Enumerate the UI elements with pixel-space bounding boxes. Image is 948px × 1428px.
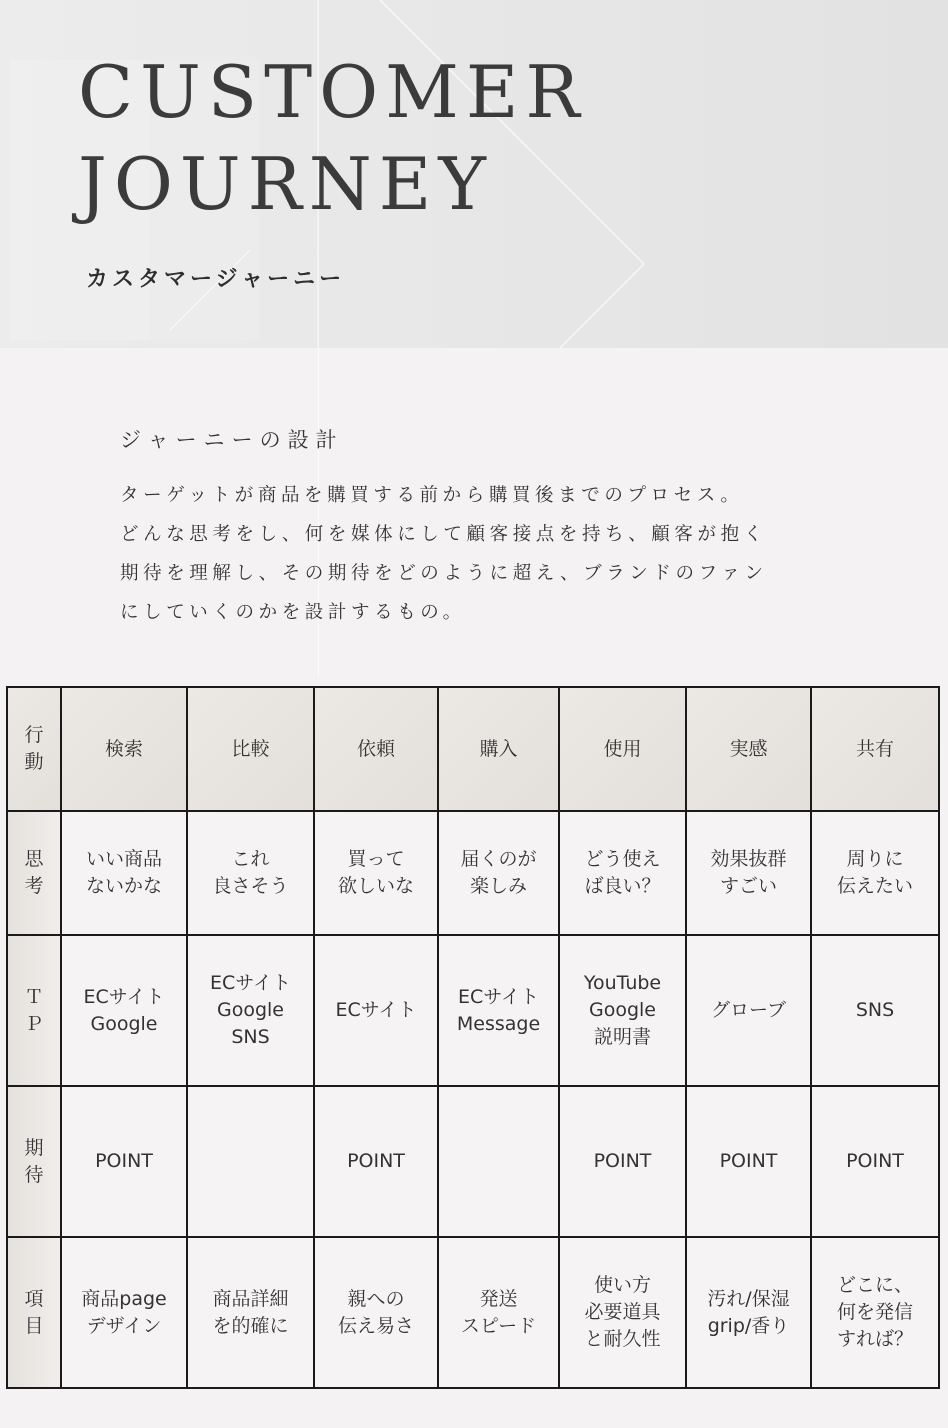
hero-banner — [0, 0, 948, 348]
cell-text: 購入 — [479, 737, 518, 760]
table-cell — [686, 1086, 811, 1237]
cell-text: 欲しいな — [337, 875, 414, 897]
table-cell — [314, 1086, 438, 1237]
cell-text: ば良い？ — [584, 875, 661, 897]
cell-text: どう使え — [584, 848, 661, 870]
table-cell — [438, 687, 559, 811]
table-cell — [811, 811, 939, 935]
cell-text: 依頼 — [356, 737, 395, 760]
cell-text: Google — [588, 999, 656, 1021]
cell-text: 伝え易さ — [337, 1314, 414, 1337]
cell-text: grip/香り — [707, 1314, 790, 1337]
cell-text: POINT — [719, 1150, 778, 1172]
cell-text: 効果抜群 — [710, 848, 787, 870]
table-cell — [559, 1237, 686, 1388]
cell-text: を的確に — [212, 1314, 289, 1337]
cell-text: SNS — [231, 1026, 270, 1048]
cell-text: 必要道具 — [584, 1301, 661, 1323]
cell-text: POINT — [347, 1150, 405, 1172]
table-cell — [314, 1237, 438, 1388]
cell-text: POINT — [95, 1150, 153, 1172]
row-header-label: 行動 — [24, 724, 44, 773]
cell-text: Google — [90, 1012, 158, 1035]
table-cell — [811, 935, 939, 1086]
table-cell — [686, 1237, 811, 1388]
table-cell — [559, 935, 686, 1086]
cell-text: SNS — [855, 999, 895, 1021]
table-row — [7, 1086, 939, 1237]
cell-text: 使用 — [603, 737, 642, 760]
cell-text: すごい — [719, 875, 777, 897]
table-row — [7, 935, 939, 1086]
section-heading: ジャーニーの設計 — [120, 428, 344, 452]
hero-title-line: JOURNEY — [78, 142, 493, 226]
hero-title — [78, 46, 587, 230]
journey-table — [6, 686, 940, 1389]
table-cell — [559, 1086, 686, 1237]
cell-text: すれば？ — [836, 1328, 913, 1350]
table-cell — [61, 1237, 187, 1388]
table-cell — [187, 1237, 314, 1388]
cell-text: デザイン — [86, 1314, 162, 1337]
table-cell — [438, 811, 559, 935]
cell-text: 発送 — [479, 1287, 518, 1310]
intro-line: にしていくのかを設計するもの。 — [120, 602, 466, 623]
intro-line: ターゲットが商品を購買する前から購買後までのプロセス。 — [120, 485, 744, 506]
cell-text: 何を発信 — [836, 1301, 913, 1323]
cell-text: ECサイト — [335, 999, 417, 1021]
cell-text: ないかな — [85, 875, 162, 897]
cell-text: ECサイト — [210, 972, 291, 994]
row-header-label: 項目 — [24, 1287, 44, 1337]
cell-text: どこに、 — [836, 1274, 913, 1296]
row-header-label: 期待 — [24, 1136, 44, 1186]
table-cell — [61, 687, 187, 811]
cell-text: いい商品 — [85, 848, 162, 870]
cell-text: 汚れ/保湿 — [707, 1287, 790, 1310]
cell-text: スピード — [460, 1314, 537, 1337]
table-cell — [61, 1086, 187, 1237]
table-cell — [811, 687, 939, 811]
row-header — [7, 1237, 61, 1388]
cell-text: 共有 — [855, 737, 894, 760]
table-cell — [438, 1086, 559, 1237]
cell-text: POINT — [593, 1150, 652, 1172]
cell-text: 届くのが — [460, 848, 537, 870]
table-cell — [686, 811, 811, 935]
table-cell — [686, 935, 811, 1086]
cell-text: 良さそう — [212, 875, 289, 897]
row-header — [7, 1086, 61, 1237]
cell-text: 親への — [347, 1287, 405, 1310]
row-header-label: 思考 — [24, 848, 44, 897]
cell-text: これ — [231, 848, 270, 870]
table-row — [7, 1237, 939, 1388]
cell-text: 商品詳細 — [212, 1287, 289, 1310]
cell-text: POINT — [846, 1150, 904, 1172]
cell-text: 実感 — [729, 737, 768, 760]
cell-text: Google — [216, 999, 284, 1021]
cell-text: 周りに — [846, 848, 904, 870]
hero-title-line: CUSTOMER — [78, 50, 587, 134]
table-cell — [559, 811, 686, 935]
table-cell — [438, 935, 559, 1086]
row-header-label: ＴＰ — [24, 985, 44, 1035]
cell-text: グローブ — [710, 999, 787, 1021]
intro-paragraph — [120, 476, 840, 632]
cell-text: YouTube — [583, 972, 662, 994]
cell-text: 使い方 — [593, 1274, 651, 1296]
cell-text: と耐久性 — [584, 1328, 661, 1350]
table-row — [7, 811, 939, 935]
intro-line: どんな思考をし、何を媒体にして顧客接点を持ち、顧客が抱く — [120, 524, 767, 545]
cell-text: 商品page — [81, 1287, 167, 1310]
table-cell — [187, 811, 314, 935]
table-cell — [438, 1237, 559, 1388]
row-header — [7, 687, 61, 811]
table-cell — [686, 687, 811, 811]
table-cell — [314, 811, 438, 935]
cell-text: 検索 — [104, 737, 143, 760]
row-header — [7, 811, 61, 935]
cell-text: ECサイト — [83, 985, 165, 1008]
cell-text: Message — [456, 1012, 541, 1035]
table-row — [7, 687, 939, 811]
intro-line: 期待を理解し、その期待をどのように超え、ブランドのファン — [120, 563, 768, 584]
table-cell — [559, 687, 686, 811]
cell-text: 楽しみ — [469, 875, 527, 897]
hero-subtitle: カスタマージャーニー — [86, 267, 346, 292]
table-cell — [187, 935, 314, 1086]
table-cell — [811, 1237, 939, 1388]
table-cell — [314, 687, 438, 811]
table-cell — [61, 811, 187, 935]
cell-text: ECサイト — [458, 985, 539, 1008]
row-header — [7, 935, 61, 1086]
table-cell — [314, 935, 438, 1086]
table-cell — [187, 1086, 314, 1237]
cell-text: 比較 — [231, 737, 270, 760]
table-cell — [187, 687, 314, 811]
table-cell — [61, 935, 187, 1086]
cell-text: 説明書 — [593, 1026, 651, 1048]
cell-text: 伝えたい — [836, 875, 913, 897]
table-cell — [811, 1086, 939, 1237]
cell-text: 買って — [347, 848, 405, 870]
